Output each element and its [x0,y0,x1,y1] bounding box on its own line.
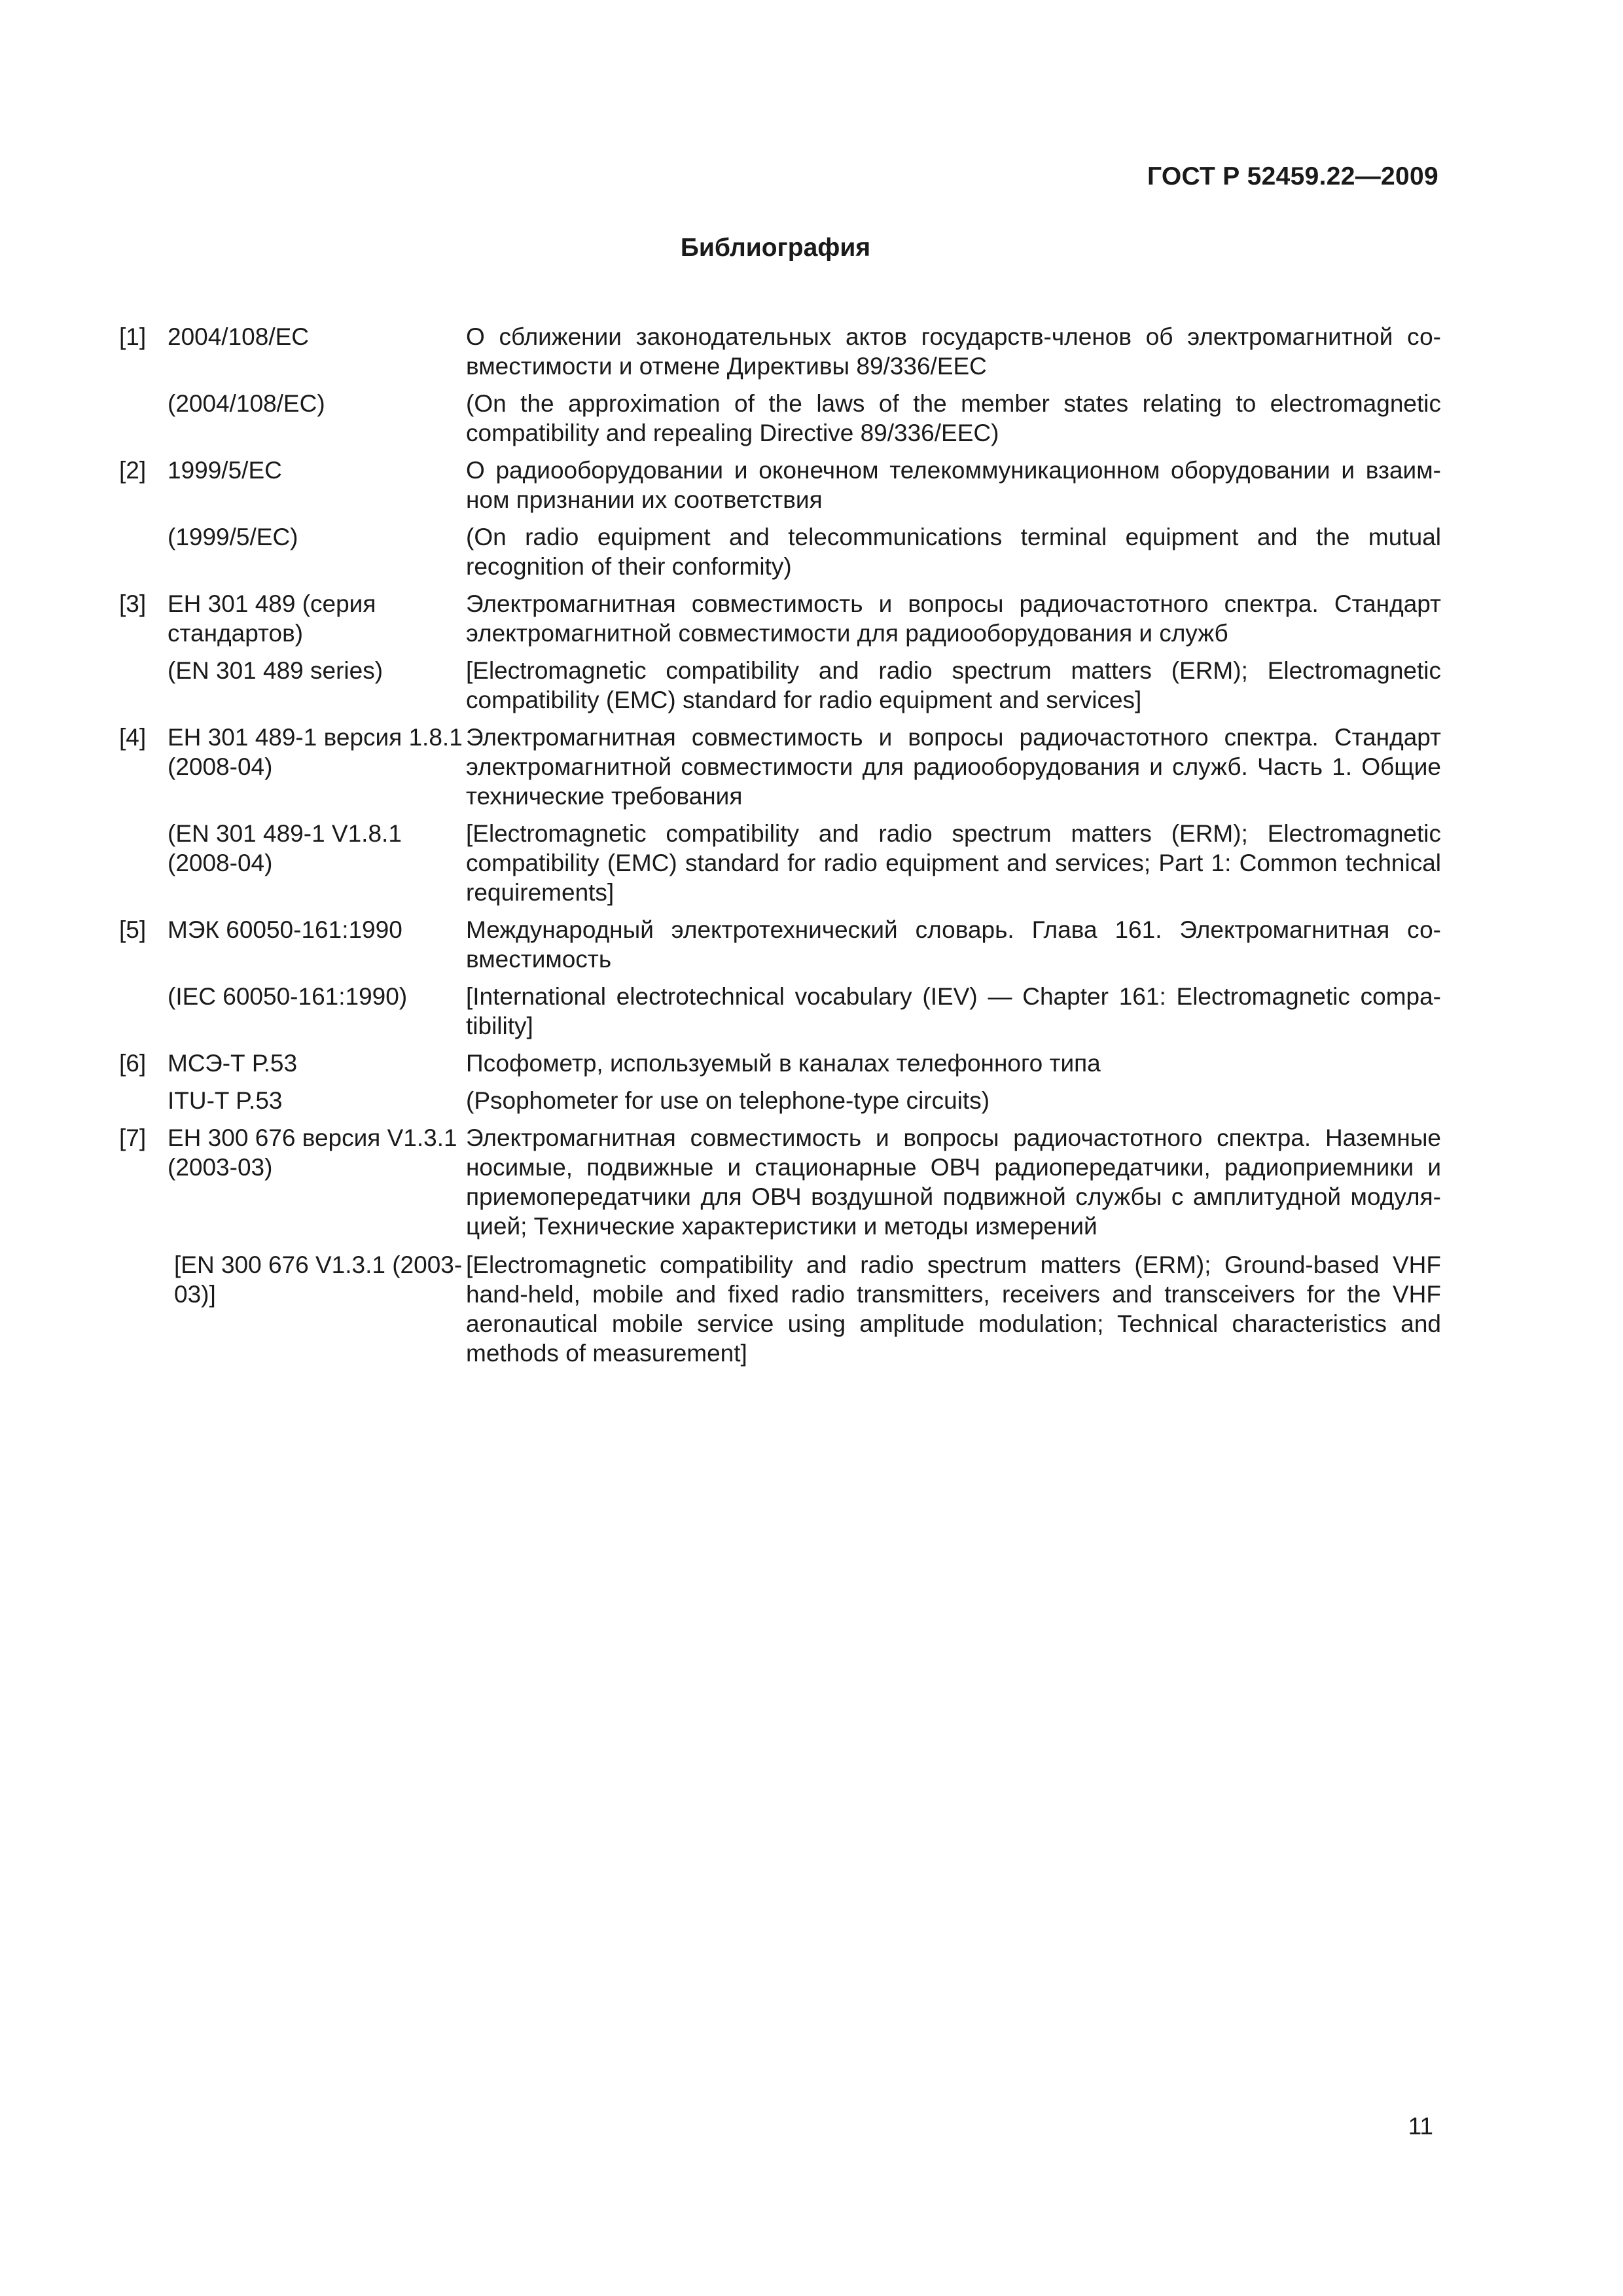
bibliography-entry [119,1086,1441,1115]
entry-reference: (IEC 60050-161:1990) [168,983,408,1010]
entry-reference: ITU-T P.53 [168,1087,283,1114]
bibliography-list [119,322,1441,1368]
bibliography-entry [119,522,1441,581]
entry-reference: ЕН 301 489-1 версия 1.8.1 (2008-04) [168,724,463,780]
bibliography-entry [119,819,1441,907]
bibliography-entry [119,656,1441,715]
bibliography-entry [119,322,1441,381]
entry-reference: 1999/5/EC [168,457,282,484]
entry-number: [2] [119,457,147,484]
entry-description: Псофометр, используемый в каналах телефонного типа [466,1050,1101,1077]
entry-description: [Electromagnetic compatibility and radio spectrum matters (ERM); Ground-based VHF hand-held, mobile and fixed radio transmitters, receivers and transceivers for the VHF aeronautical mobile service using amplitude modulation; Technical characteristics and methods of measurement] [466,1251,1441,1367]
entry-description: Электромагнитная совместимость и вопросы радиочастотного спектра. Стандарт электромагнитной совместимости для радиооборудования и служб. Часть 1. Общие технические требования [466,724,1441,810]
entry-description: (Psophometer for use on telephone-type circuits) [466,1087,990,1114]
entry-description: [Electromagnetic compatibility and radio spectrum matters (ERM); Electromagnetic compatibility (EMC) standard for radio equipment and services] [466,657,1441,713]
bibliography-entry [119,456,1441,514]
entry-reference: 2004/108/EC [168,323,310,350]
bibliography-entry [119,982,1441,1041]
entry-reference: (EN 301 489-1 V1.8.1 (2008-04) [168,820,402,876]
entry-reference: ЕН 300 676 версия V1.3.1 (2003-03) [168,1124,457,1181]
entry-reference: ЕН 301 489 (серия стандартов) [168,590,376,647]
entry-description: [International electrotechnical vocabulary (IEV) — Chapter 161: Electromagnetic compa-tibility] [466,983,1441,1039]
entry-description: Международный электротехнический словарь. Глава 161. Электромагнитная со-вместимость [466,916,1441,973]
bibliography-entry [119,1250,1441,1368]
entry-number: [5] [119,916,147,943]
bibliography-entry [119,723,1441,811]
entry-description: (On the approximation of the laws of the member states relating to electromagnetic compatibility and repealing Directive 89/336/EEC) [466,390,1441,446]
document-code: ГОСТ Р 52459.22—2009 [1147,162,1438,190]
entry-reference: (1999/5/EC) [168,524,298,550]
entry-number: [1] [119,323,147,350]
entry-reference: МЭК 60050-161:1990 [168,916,402,943]
entry-description: Электромагнитная совместимость и вопросы радиочастотного спектра. Стандарт электромагнитной совместимости для радиооборудования и служб [466,590,1441,647]
bibliography-entry [119,1123,1441,1241]
entry-reference: (2004/108/EC) [168,390,325,417]
entry-description: Электромагнитная совместимость и вопросы радиочастотного спектра. Наземные носимые, подвижные и стационарные ОВЧ радиопередатчики, радиоприемники и приемопередатчики для ОВЧ воздушной подвижной службы с амплитудной модуля-цией; Технические характеристики и методы измерений [466,1124,1441,1240]
entry-number: [7] [119,1124,147,1151]
page-number: 11 [1408,2113,1433,2140]
entry-reference: МСЭ-Т Р.53 [168,1050,298,1077]
entry-description: [Electromagnetic compatibility and radio spectrum matters (ERM); Electromagnetic compatibility (EMC) standard for radio equipment and services; Part 1: Common technical requirements] [466,820,1441,906]
page-title: Библиография [680,234,871,262]
entry-number: [6] [119,1050,147,1077]
entry-description: О радиооборудовании и оконечном телекоммуникационном оборудовании и взаим-ном признании их соответствия [466,457,1441,513]
entry-description: О сближении законодательных актов государств-членов об электромагнитной со-вместимости и отмене Директивы 89/336/ЕЕС [466,323,1441,380]
entry-description: (On radio equipment and telecommunications terminal equipment and the mutual recognition of their conformity) [466,524,1441,580]
bibliography-entry [119,589,1441,648]
entry-reference: [EN 300 676 V1.3.1 (2003-03)] [174,1251,463,1308]
entry-number: [4] [119,724,147,751]
bibliography-entry [119,915,1441,974]
bibliography-entry [119,389,1441,448]
entry-reference: (EN 301 489 series) [168,657,383,684]
entry-number: [3] [119,590,147,617]
bibliography-entry [119,1049,1441,1078]
